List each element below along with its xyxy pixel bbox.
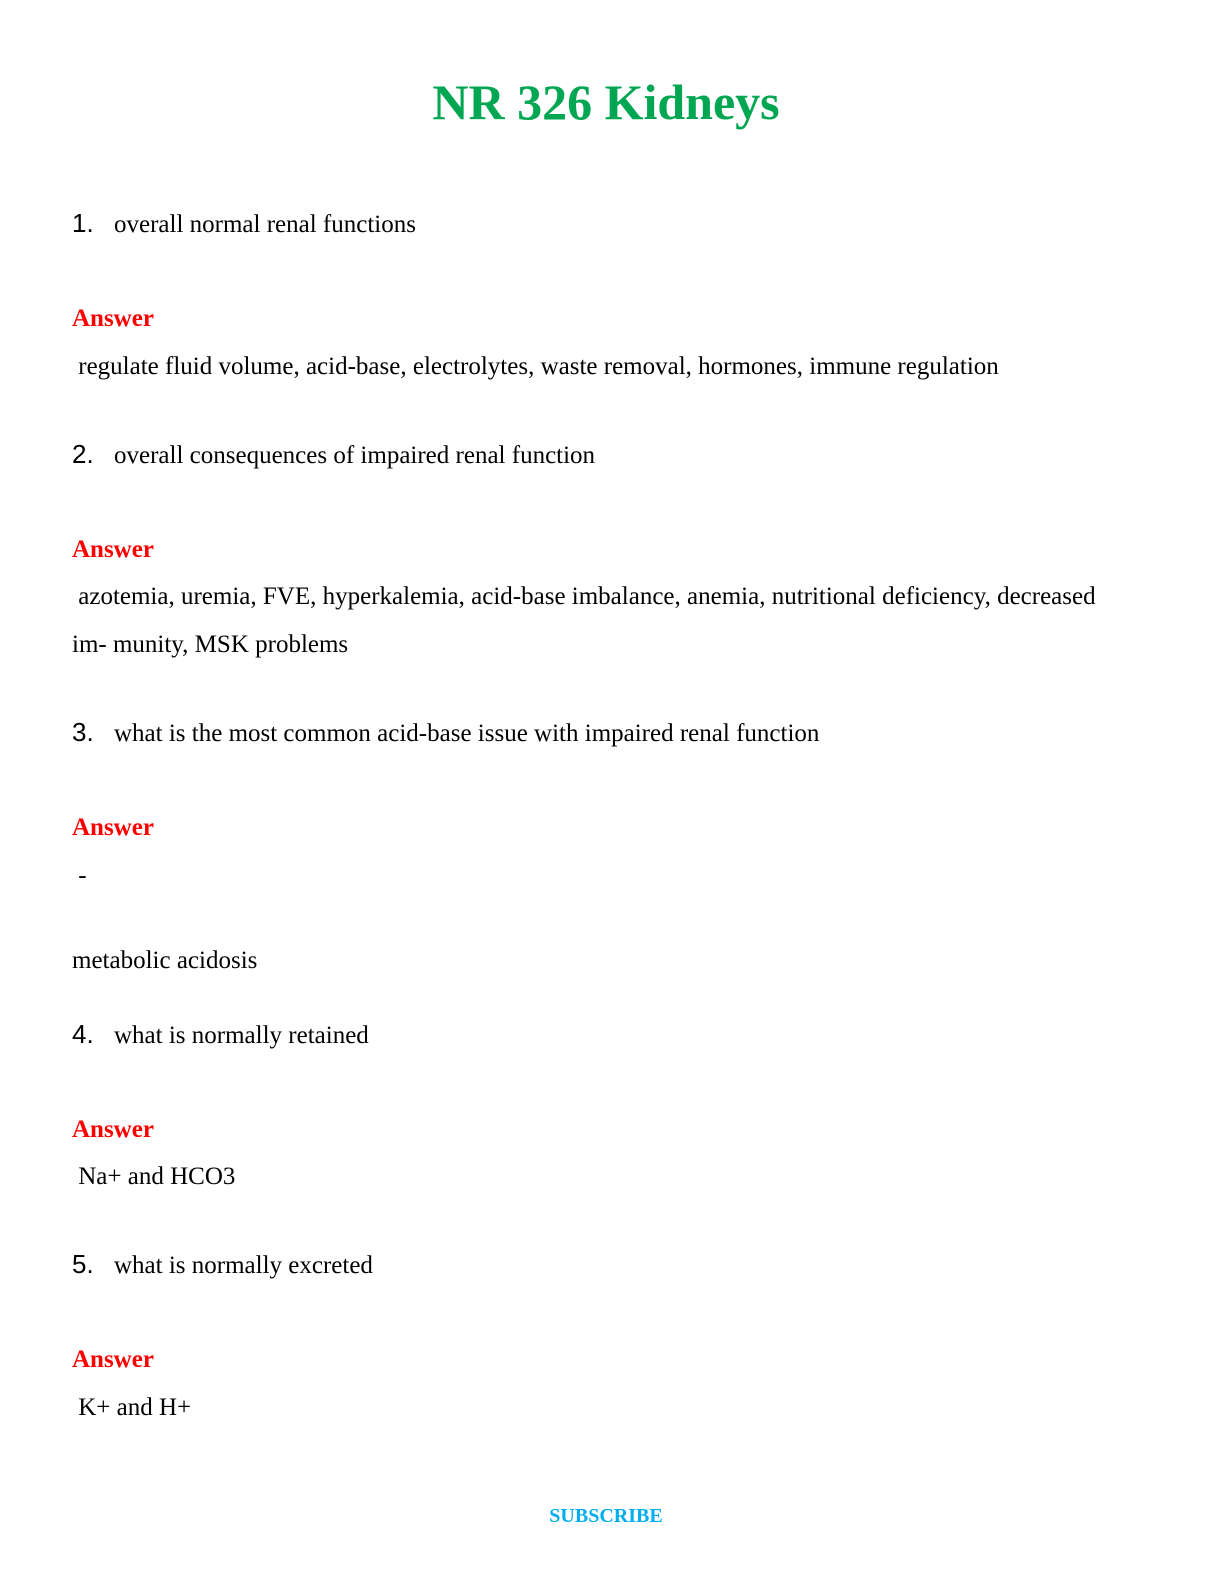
question-text: what is normally excreted [114,1252,373,1279]
question-number: 4. [72,1019,94,1049]
answer-label: Answer [72,1346,154,1373]
question-4 [72,1019,369,1051]
question-text: overall consequences of impaired renal function [114,442,596,469]
subscribe-link[interactable]: SUBSCRIBE [549,1505,663,1527]
page-title: NR 326 Kidneys [432,74,780,130]
answer-text: metabolic acidosis [72,947,258,974]
answer-label: Answer [72,536,154,563]
question-3 [72,717,819,749]
question-text: what is normally retained [114,1022,369,1049]
question-text: overall normal renal functions [114,211,416,238]
question-1 [72,208,416,240]
question-number: 1. [72,208,94,238]
question-5 [72,1249,373,1281]
question-text: what is the most common acid-base issue with impaired renal function [114,720,820,747]
answer-label: Answer [72,305,154,332]
answer-text: K+ and H+ [72,1394,192,1421]
question-number: 2. [72,439,94,469]
answer-label: Answer [72,1116,154,1143]
question-number: 5. [72,1249,94,1279]
question-2 [72,439,595,471]
answer-text: regulate fluid volume, acid-base, electrolytes, waste removal, hormones, immune regulation [72,353,999,380]
answer-dash: - [72,862,87,889]
answer-text: azotemia, uremia, FVE, hyperkalemia, acid-base imbalance, anemia, nutritional deficiency, decreased im- munity, MSK problems [72,583,1102,658]
answer-label: Answer [72,814,154,841]
question-number: 3. [72,717,94,747]
answer-text: Na+ and HCO3 [72,1163,236,1190]
